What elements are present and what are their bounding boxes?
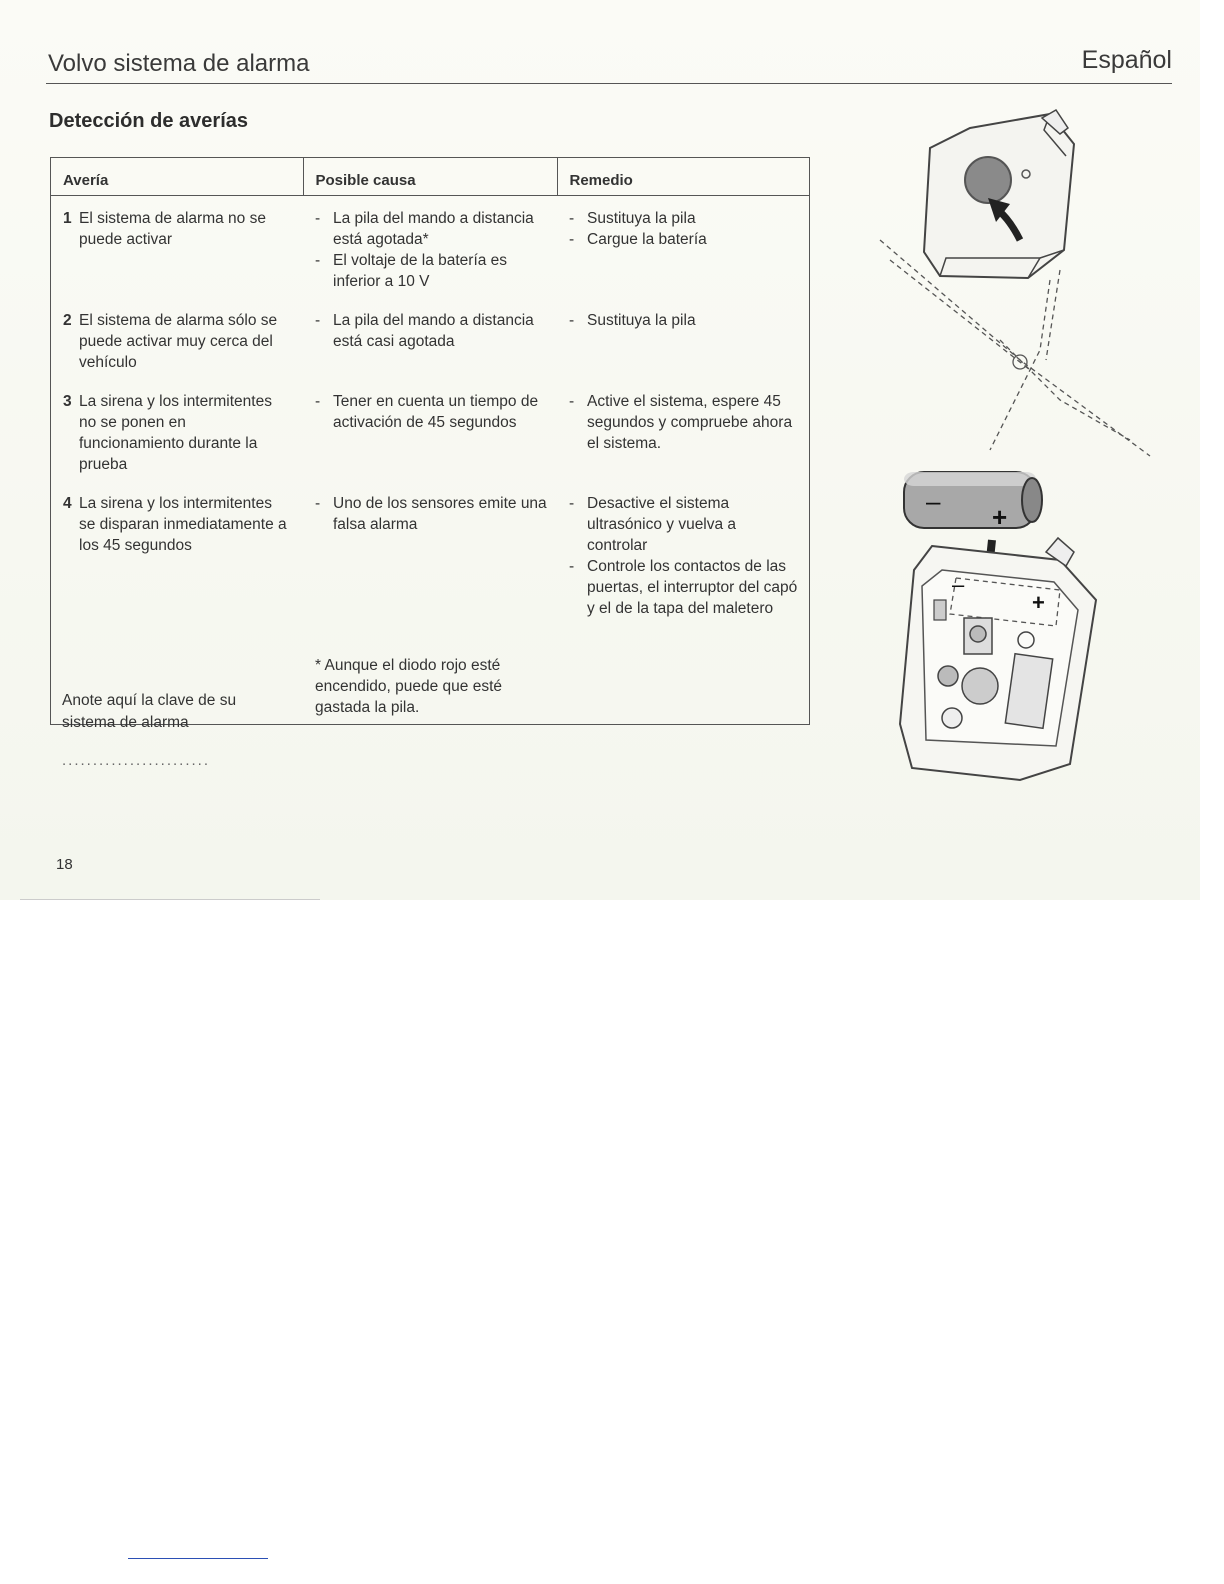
remote-battery-illustration bbox=[860, 100, 1160, 800]
table-row bbox=[51, 481, 810, 643]
cause-item: - Tener en cuenta un tiempo de activación de 45 segundos bbox=[315, 393, 539, 431]
table-footnote: * Aunque el diodo rojo esté encendido, puede que esté gastada la pila. bbox=[315, 657, 503, 716]
row-number: 4 bbox=[63, 495, 72, 512]
fault-text: El sistema de alarma no se puede activar bbox=[79, 210, 266, 248]
table-row bbox=[51, 196, 810, 299]
table-row bbox=[51, 379, 810, 481]
battery-icon bbox=[904, 472, 1042, 532]
header-title: Volvo sistema de alarma bbox=[48, 50, 310, 77]
fault-text: La sirena y los intermitentes no se ponen en funcionamiento durante la prueba bbox=[79, 393, 272, 473]
column-header-cause: Posible causa bbox=[303, 158, 557, 196]
cause-item: - El voltaje de la batería es inferior a 10 V bbox=[315, 252, 508, 290]
row-number: 1 bbox=[63, 210, 72, 227]
remedy-item: - Sustituya la pila bbox=[569, 312, 696, 329]
remedy-cell bbox=[557, 481, 810, 643]
cause-cell bbox=[303, 379, 557, 481]
table-row bbox=[51, 298, 810, 379]
fault-cell bbox=[51, 298, 304, 379]
buzzer-icon bbox=[962, 668, 998, 704]
cause-item: - La pila del mando a distancia está agotada* bbox=[315, 210, 534, 248]
column-header-remedy: Remedio bbox=[557, 158, 810, 196]
fault-cell bbox=[51, 481, 304, 643]
fault-text: La sirena y los intermitentes se disparan inmediatamente a los 45 segundos bbox=[79, 495, 287, 554]
remedy-item: - Cargue la batería bbox=[569, 231, 707, 248]
remedy-item: - Desactive el sistema ultrasónico y vuelva a controlar bbox=[569, 495, 737, 554]
fault-cell bbox=[51, 196, 304, 299]
scan-edge-line bbox=[20, 899, 320, 900]
battery-minus-label: – bbox=[926, 486, 941, 516]
fault-cell bbox=[51, 379, 304, 481]
troubleshooting-table bbox=[50, 157, 810, 725]
battery-plus-label: + bbox=[992, 502, 1008, 532]
cause-item: - La pila del mando a distancia está casi agotada bbox=[315, 312, 534, 350]
table-header-row bbox=[51, 158, 810, 196]
column-header-fault: Avería bbox=[51, 158, 304, 196]
cause-cell bbox=[303, 298, 557, 379]
link-underline bbox=[128, 1558, 268, 1559]
remedy-item: - Active el sistema, espere 45 segundos y compruebe ahora el sistema. bbox=[569, 393, 793, 452]
header-language: Español bbox=[1081, 46, 1172, 74]
header-rule bbox=[46, 83, 1172, 84]
remedy-cell bbox=[557, 298, 810, 379]
remedy-item: - Sustituya la pila bbox=[569, 210, 696, 227]
remedy-cell bbox=[557, 379, 810, 481]
remote-button-icon bbox=[965, 157, 1011, 203]
page-number: 18 bbox=[56, 856, 73, 873]
remote-control-icon bbox=[924, 110, 1074, 278]
cause-item: - Uno de los sensores emite una falsa alarma bbox=[315, 495, 547, 533]
case-minus-label: – bbox=[952, 572, 965, 597]
case-plus-label: + bbox=[1032, 590, 1045, 615]
remedy-item: - Controle los contactos de las puertas, el interruptor del capó y el de la tapa del maletero bbox=[569, 558, 798, 617]
cause-cell bbox=[303, 196, 557, 299]
section-title: Detección de averías bbox=[49, 110, 248, 132]
code-write-line: ........................ bbox=[62, 752, 211, 769]
open-case-icon bbox=[900, 538, 1096, 780]
row-number: 2 bbox=[63, 312, 72, 329]
cause-cell bbox=[303, 481, 557, 643]
fault-text: El sistema de alarma sólo se puede activar muy cerca del vehículo bbox=[79, 312, 278, 371]
remedy-cell bbox=[557, 196, 810, 299]
code-note: Anote aquí la clave de su sistema de alarma bbox=[62, 692, 237, 731]
row-number: 3 bbox=[63, 393, 72, 410]
